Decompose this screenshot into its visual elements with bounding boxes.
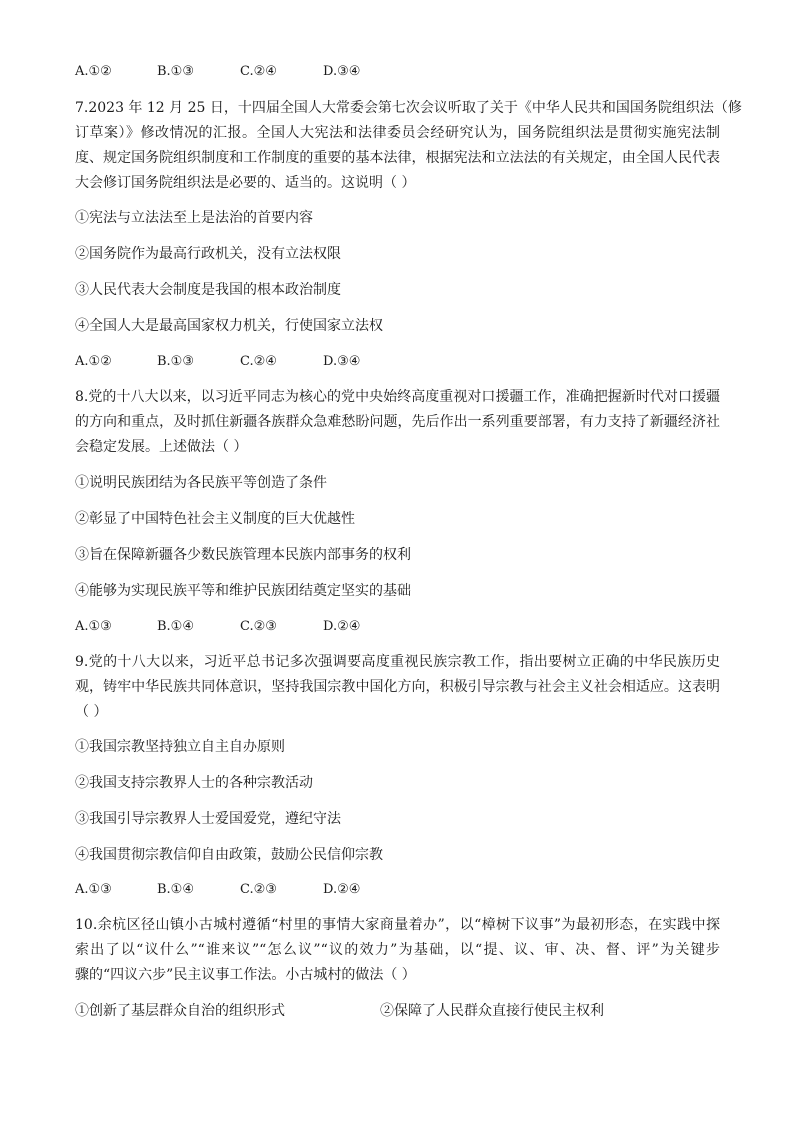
q7-choice-c[interactable]: C.②④ [240, 354, 277, 369]
q8-option-3: ③旨在保障新疆各少数民族管理本民族内部事务的权利 [75, 547, 411, 563]
q7-stem-line-3: 度、规定国务院组织制度和工作制度的重要的基本法律，根据宪法和立法法的有关规定，由全国人民代表 [75, 150, 720, 166]
q9-choice-b[interactable]: B.①④ [157, 882, 194, 897]
q7-stem-line-4: 大会修订国务院组织法是必要的、适当的。这说明（ ） [75, 175, 416, 191]
q7-choice-d[interactable]: D.③④ [323, 354, 361, 369]
q6-choice-a[interactable]: A.①② [75, 64, 112, 79]
q9-stem-line-2: 观，铸牢中华民族共同体意识，坚持我国宗教中国化方向，积极引导宗教与社会主义社会相适应。这表明 [75, 679, 720, 695]
q8-stem-line-1: 8.党的十八大以来，以习近平同志为核心的党中央始终高度重视对口援疆工作，准确把握新时代对口援疆 [75, 389, 720, 405]
q8-choice-a[interactable]: A.①③ [75, 619, 112, 634]
q10-option-1: ①创新了基层群众自治的组织形式 [75, 1003, 285, 1019]
q7-stem-line-1: 7.2023 年 12 月 25 日，十四届全国人大常委会第七次会议听取了关于《中华人民共和国国务院组织法（修 [75, 100, 742, 116]
q9-option-2: ②我国支持宗教界人士的各种宗教活动 [75, 775, 313, 791]
q7-choice-a[interactable]: A.①② [75, 354, 112, 369]
q6-choice-b[interactable]: B.①③ [157, 64, 194, 79]
q7-stem-line-2: 订草案）》修改情况的汇报。全国人大宪法和法律委员会经研究认为，国务院组织法是贯彻实施宪法制 [75, 125, 720, 141]
q10-stem-line-2: 索出了以“议什么”“谁来议”“怎么议”“议的效力”为基础，以“提、议、审、决、督、评”为关键步 [75, 942, 720, 958]
q10-option-2: ②保障了人民群众直接行使民主权利 [380, 1003, 604, 1019]
q9-option-1: ①我国宗教坚持独立自主自办原则 [75, 739, 285, 755]
q8-option-4: ④能够为实现民族平等和维护民族团结奠定坚实的基础 [75, 583, 411, 599]
q7-option-4: ④全国人大是最高国家权力机关，行使国家立法权 [75, 318, 383, 334]
q8-option-1: ①说明民族团结为各民族平等创造了条件 [75, 475, 327, 491]
q9-choice-d[interactable]: D.②④ [323, 882, 361, 897]
q6-choice-c[interactable]: C.②④ [240, 64, 277, 79]
q8-choice-c[interactable]: C.②③ [240, 619, 277, 634]
q9-choice-a[interactable]: A.①③ [75, 882, 112, 897]
q7-option-2: ②国务院作为最高行政机关，没有立法权限 [75, 246, 341, 262]
q10-stem-line-3: 骤的“四议六步”民主议事工作法。小古城村的做法（ ） [75, 967, 416, 983]
q7-option-1: ①宪法与立法法至上是法治的首要内容 [75, 210, 313, 226]
q10-stem-line-1: 10.余杭区径山镇小古城村遵循“村里的事情大家商量着办”，以“樟树下议事”为最初形态，在实践中探 [75, 917, 720, 933]
q9-option-4: ④我国贯彻宗教信仰自由政策，鼓励公民信仰宗教 [75, 847, 383, 863]
q9-option-3: ③我国引导宗教界人士爱国爱党，遵纪守法 [75, 811, 341, 827]
q8-option-2: ②彰显了中国特色社会主义制度的巨大优越性 [75, 511, 355, 527]
q9-stem-line-1: 9.党的十八大以来，习近平总书记多次强调要高度重视民族宗教工作，指出要树立正确的中华民族历史 [75, 654, 720, 670]
q7-option-3: ③人民代表大会制度是我国的根本政治制度 [75, 282, 341, 298]
q8-choice-d[interactable]: D.②④ [323, 619, 361, 634]
q9-choice-c[interactable]: C.②③ [240, 882, 277, 897]
q6-choice-d[interactable]: D.③④ [323, 64, 361, 79]
q8-choice-b[interactable]: B.①④ [157, 619, 194, 634]
q7-choice-b[interactable]: B.①③ [157, 354, 194, 369]
q8-stem-line-2: 的方向和重点，及时抓住新疆各族群众急难愁盼问题，先后作出一系列重要部署，有力支持了新疆经济社 [75, 414, 720, 430]
q9-stem-line-3: （ ） [75, 704, 108, 720]
q8-stem-line-3: 会稳定发展。上述做法（ ） [75, 439, 248, 455]
